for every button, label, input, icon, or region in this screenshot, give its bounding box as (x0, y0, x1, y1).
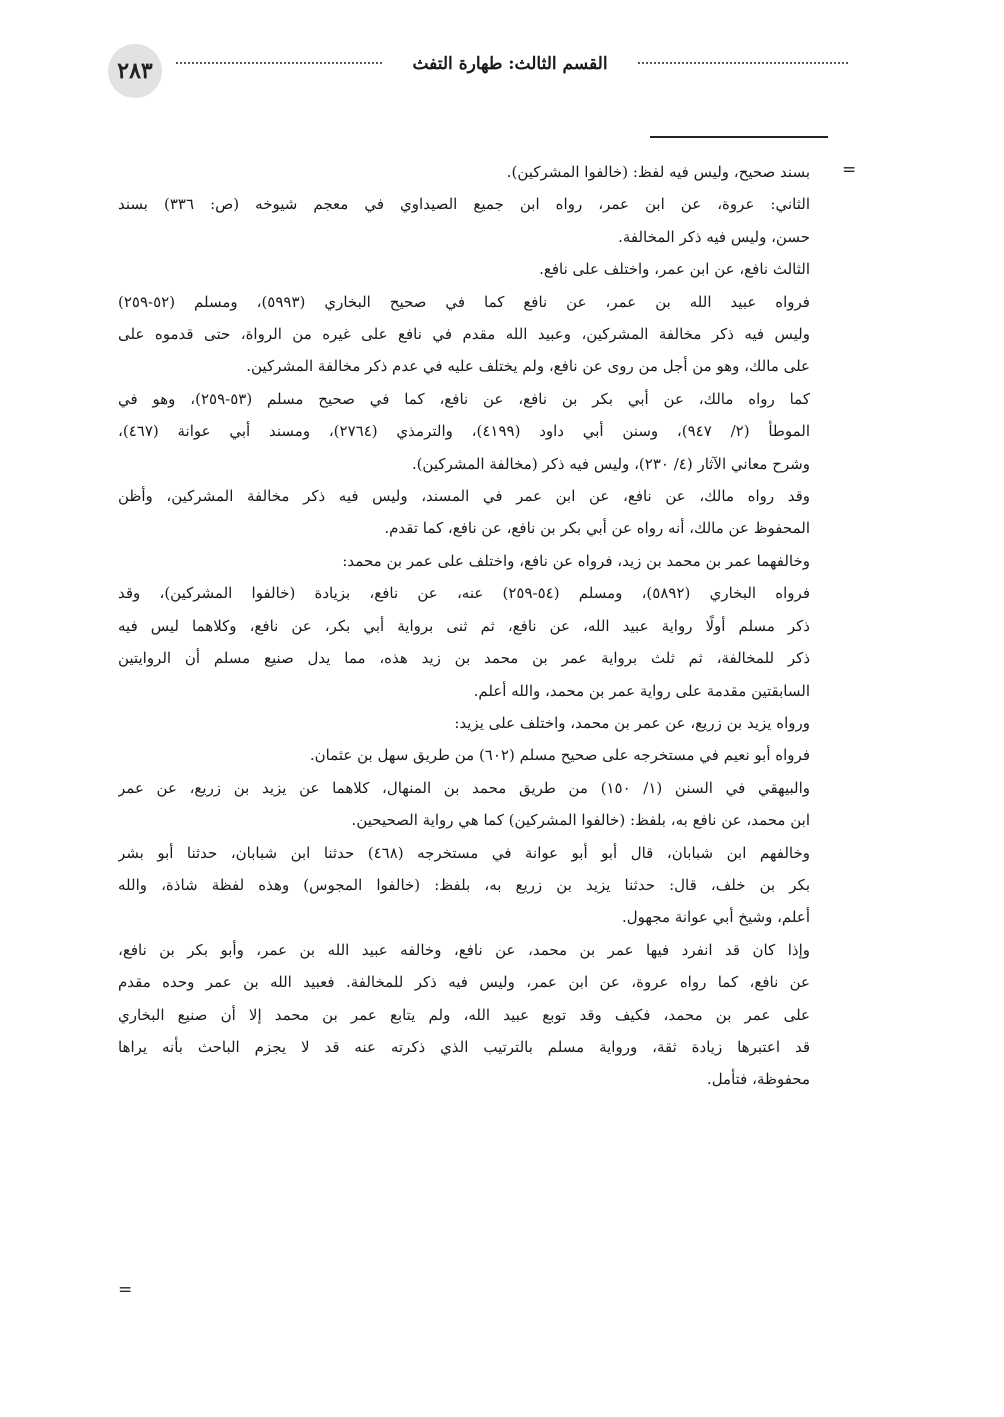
text-line: فرواه البخاري (٥٨٩٢)، ومسلم (٥٤-٢٥٩) عنه، عن نافع، بزيادة (خالفوا المشركين)، وقد (118, 584, 810, 603)
text-line: بكر بن خلف، قال: حدثنا يزيد بن زريع به، بلفظ: (خالفوا المجوس) وهذه لفظة شاذة، والله (118, 875, 810, 894)
running-header (108, 44, 848, 98)
text-line: عن نافع، كما رواه عروة، عن ابن عمر، وليس فيه ذكر للمخالفة. فعبيد الله بن عمر وحده مقدم (118, 973, 810, 992)
text-line: ابن محمد، عن نافع به، بلفظ: (خالفوا المشركين) كما هي رواية الصحيحين. (351, 811, 810, 830)
text-line: السابقتين مقدمة على رواية عمر بن محمد، والله أعلم. (473, 681, 810, 700)
text-line: قد اعتبرها زيادة ثقة، ورواية مسلم بالترتيب الذي ذكرته عنه قد لا يجزم الباحث بأنه يراها (118, 1037, 810, 1056)
text-line: بسند صحيح، وليس فيه لفظ: (خالفوا المشركين). (506, 163, 810, 181)
text-line: الثاني: عروة، عن ابن عمر، رواه ابن جميع الصيداوي في معجم شيوخه (ص: ٣٣٦) بسند (118, 195, 810, 214)
text-line: على مالك، وهو من أجل من روى عن نافع، ولم يختلف عليه في عدم ذكر مخالفة المشركين. (246, 357, 810, 376)
header-dotted-leader-right (638, 62, 848, 64)
text-line: محفوظة، فتأمل. (706, 1070, 810, 1089)
text-line: ورواه يزيد بن زريع، عن عمر بن محمد، واختلف على يزيد: (454, 713, 810, 732)
section-title: القسم الثالث: طهارة التفث (412, 54, 608, 74)
footnote-body (118, 156, 810, 1096)
text-line: وقد رواه مالك، عن نافع، عن ابن عمر في المسند، وليس فيه ذكر مخالفة المشركين، وأظن (118, 487, 810, 506)
page-number: ٢٨٣ (117, 58, 153, 84)
text-line: فرواه أبو نعيم في مستخرجه على صحيح مسلم (٦٠٢) من طريق سهل بن عثمان. (309, 746, 810, 765)
text-line: الثالث نافع، عن ابن عمر، واختلف على نافع. (539, 260, 810, 279)
header-dotted-leader-left (176, 62, 382, 64)
text-line: وإذا كان قد انفرد فيها عمر بن محمد، عن نافع، وخالفه عبيد الله بن عمر، وأبو بكر بن نافع، (118, 940, 810, 959)
text-line: حسن، وليس فيه ذكر المخالفة. (618, 227, 810, 246)
text-line: وشرح معاني الآثار (٤/ ٢٣٠)، وليس فيه ذكر (مخالفة المشركين). (411, 454, 810, 473)
continuation-mark-bottom: = (118, 1280, 133, 1300)
text-line: المحفوظ عن مالك، أنه رواه عن أبي بكر بن نافع، عن نافع، كما تقدم. (384, 519, 810, 538)
text-line: على عمر بن محمد، فكيف وقد توبع عبيد الله، ولم يتابع عمر بن محمد إلا أن صنيع البخاري (118, 1005, 810, 1024)
text-line: وخالفهم ابن شبابان، قال أبو أبو عوانة في مستخرجه (٤٦٨) حدثنا ابن شبابان، حدثنا أبو بشر (118, 843, 810, 862)
text-line: ذكر للمخالفة، ثم ثلث برواية عمر بن محمد بن زيد هذه، مما يدل صنيع مسلم أن الروايتين (118, 649, 810, 668)
text-line: وليس فيه ذكر مخالفة المشركين، وعبيد الله مقدم في نافع على غيره من الرواة، حتى قدموه على (118, 325, 810, 344)
text-line: الموطأ (٢/ ٩٤٧)، وسنن أبي داود (٤١٩٩)، والترمذي (٢٧٦٤)، ومسند أبي عوانة (٤٦٧)، (118, 422, 810, 441)
text-line: كما رواه مالك، عن أبي بكر بن نافع، عن نافع، كما في صحيح مسلم (٥٣-٢٥٩)، وهو في (118, 389, 810, 408)
text-line: وخالفهما عمر بن محمد بن زيد، فرواه عن نافع، واختلف على عمر بن محمد: (342, 551, 810, 570)
text-line: ذكر مسلم أولًا رواية عبيد الله، عن نافع، ثم ثنى برواية أبي بكر، عن نافع، وكلاهما ليس فيه (118, 616, 810, 635)
text-line: فرواه عبيد الله بن عمر، عن نافع كما في صحيح البخاري (٥٩٩٣)، ومسلم (٥٢-٢٥٩) (118, 292, 810, 311)
continuation-mark-top: = (842, 160, 857, 180)
page-number-badge (108, 44, 162, 98)
footnote-separator-rule (650, 136, 828, 138)
text-line: والبيهقي في السنن (١/ ١٥٠) من طريق محمد بن المنهال، كلاهما عن يزيد بن زريع، عن عمر (118, 778, 810, 797)
text-line: أعلم، وشيخ أبي عوانة مجهول. (622, 908, 810, 927)
